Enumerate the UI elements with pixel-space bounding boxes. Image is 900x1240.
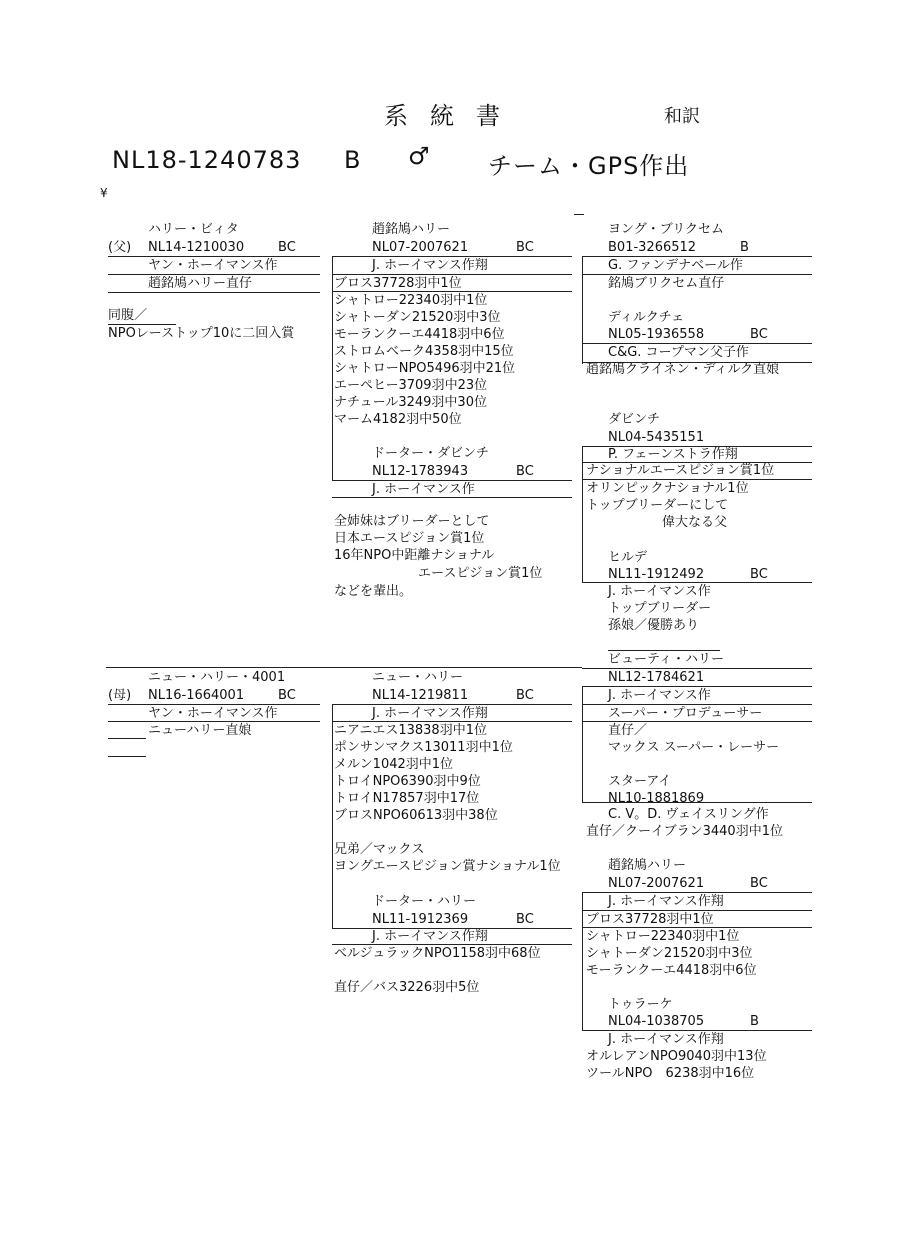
- sds-note: ナショナルエースピジョン賞1位: [586, 463, 775, 478]
- ss-result: シャトーダン21520羽中3位: [334, 310, 501, 325]
- dam-label: (母): [108, 688, 132, 703]
- sss-color: B: [740, 240, 749, 255]
- sdd-breeder: J. ホーイマンス作: [608, 584, 711, 599]
- ss-result: ナチュール3249羽中30位: [334, 395, 487, 410]
- yen-mark: ¥: [100, 186, 108, 200]
- ss-result: マーム4182羽中50位: [334, 412, 462, 427]
- dd-breeder: J. ホーイマンス作翔: [372, 929, 488, 944]
- ddd-color: B: [750, 1014, 759, 1029]
- sss-name: ヨング・ブリクセム: [608, 222, 724, 237]
- ss-name: 趙銘鳩ハリー: [372, 222, 451, 237]
- dsd-ring: NL10-1881869: [608, 791, 705, 806]
- ss-color: BC: [516, 240, 534, 255]
- dd-ring: NL11-1912369: [372, 912, 469, 927]
- sss-note: 銘鳩ブリクセム直仔: [608, 276, 725, 291]
- sd-note: などを輩出。: [334, 584, 413, 599]
- dd-name: ドーター・ハリー: [372, 894, 477, 909]
- dds-result: シャトロー22340羽中1位: [586, 929, 740, 944]
- dam-note: ニューハリー直娘: [148, 723, 252, 738]
- sd-note: 日本エースピジョン賞1位: [334, 531, 485, 546]
- ssd-ring: NL05-1936558: [608, 327, 705, 342]
- sds-ring: NL04-5435151: [608, 430, 705, 445]
- dds-breeder: J. ホーイマンス作翔: [608, 894, 724, 909]
- sire-color: BC: [278, 240, 296, 255]
- ss-result: シャトロー22340羽中1位: [334, 293, 488, 308]
- ssd-note: 趙銘鳩クライネン・ディルク直娘: [586, 362, 780, 377]
- dd-note: 直仔／バス3226羽中5位: [334, 980, 480, 995]
- dsd-note: 直仔／クーイブラン3440羽中1位: [586, 824, 783, 839]
- ssd-color: BC: [750, 327, 768, 342]
- sdd-note: トップブリーダー: [608, 601, 712, 616]
- dds-color: BC: [750, 876, 768, 891]
- document-title: 系統書: [384, 102, 522, 130]
- sire-label: (父): [108, 240, 132, 255]
- dd-result: ベルジュラックNPO1158羽中68位: [334, 946, 541, 961]
- dss-note: 直仔／: [608, 723, 648, 738]
- ds-result: トロイNPO6390羽中9位: [334, 774, 481, 789]
- dsd-name: スターアイ: [608, 774, 672, 789]
- sds-note: トップブリーダーにして: [586, 498, 729, 513]
- sds-note: オリンピックナショナル1位: [586, 481, 749, 496]
- ddd-ring: NL04-1038705: [608, 1014, 705, 1029]
- ssd-breeder: C&G. コープマン父子作: [608, 345, 749, 360]
- dss-ring: NL12-1784621: [608, 670, 705, 685]
- sdd-note: 孫娘／優勝あり: [608, 618, 700, 633]
- dam-color: BC: [278, 688, 296, 703]
- dds-result: シャトーダン21520羽中3位: [586, 946, 753, 961]
- dsd-breeder: C. V。D. ヴェイスリング作: [608, 807, 769, 822]
- sire-achievement: NPOレーストップ10に二回入賞: [108, 326, 295, 341]
- breeder-loft: チーム・GPS作出: [488, 152, 690, 180]
- ds-result: トロイN17857羽中17位: [334, 791, 480, 806]
- dss-name: ビューティ・ハリー: [608, 652, 724, 667]
- ds-note: ヨングエースピジョン賞ナショナル1位: [334, 859, 561, 874]
- pigeon-ring-number: NL18-1240783: [112, 146, 302, 174]
- ds-note: 兄弟／マックス: [334, 842, 425, 857]
- sd-name: ドーター・ダビンチ: [372, 446, 490, 461]
- ddd-name: トゥラーケ: [608, 997, 673, 1012]
- sd-note: 全姉妹はブリーダーとして: [334, 514, 490, 529]
- dss-breeder: J. ホーイマンス作: [608, 688, 711, 703]
- sdd-ring: NL11-1912492: [608, 567, 705, 582]
- sd-breeder: J. ホーイマンス作: [372, 482, 475, 497]
- ds-ring: NL14-1219811: [372, 688, 469, 703]
- ds-name: ニュー・ハリー: [372, 670, 464, 685]
- sd-note: エースピジョン賞1位: [418, 566, 543, 581]
- ds-result: メルン1042羽中1位: [334, 757, 454, 772]
- ss-result: シャトローNPO5496羽中21位: [334, 361, 516, 376]
- dam-name: ニュー・ハリー・4001: [148, 670, 286, 685]
- sire-note: 趙銘鳩ハリー直仔: [148, 276, 253, 291]
- ss-ring: NL07-2007621: [372, 240, 469, 255]
- dds-result: ブロス37728羽中1位: [586, 912, 714, 927]
- sdd-name: ヒルデ: [608, 550, 648, 565]
- dds-result: モーランクーエ4418羽中6位: [586, 963, 757, 978]
- ds-breeder: J. ホーイマンス作翔: [372, 706, 488, 721]
- sss-breeder: G. ファンデナベール作: [608, 258, 743, 273]
- sds-name: ダビンチ: [608, 412, 661, 427]
- ss-breeder: J. ホーイマンス作翔: [372, 258, 488, 273]
- ssd-name: ディルクチェ: [608, 310, 685, 325]
- dam-ring: NL16-1664001: [148, 688, 245, 703]
- ss-result: モーランクーエ4418羽中6位: [334, 327, 505, 342]
- sire-name: ハリー・ビィタ: [148, 222, 239, 237]
- dds-name: 趙銘鳩ハリー: [608, 858, 687, 873]
- ds-result: ニアニエス13838羽中1位: [334, 723, 487, 738]
- dds-ring: NL07-2007621: [608, 876, 705, 891]
- dd-color: BC: [516, 912, 534, 927]
- ds-result: ポンサンマクス13011羽中1位: [334, 740, 513, 755]
- sds-breeder: P. フェーンストラ作翔: [608, 447, 738, 462]
- sdd-color: BC: [750, 567, 768, 582]
- sire-ring: NL14-1210030: [148, 240, 245, 255]
- sd-note: 16年NPO中距離ナショナル: [334, 548, 495, 563]
- ss-result: ストロムベーク4358羽中15位: [334, 344, 514, 359]
- sire-sibling-note: 同腹／: [108, 308, 148, 323]
- dam-breeder: ヤン・ホーイマンス作: [148, 706, 278, 721]
- sd-ring: NL12-1783943: [372, 464, 469, 479]
- dss-note: スーパー・プロデューサー: [608, 706, 763, 721]
- ddd-result: オルレアンNPO9040羽中13位: [586, 1049, 767, 1064]
- ddd-result: ツールNPO 6238羽中16位: [586, 1066, 755, 1081]
- ddd-breeder: J. ホーイマンス作翔: [608, 1032, 724, 1047]
- pigeon-color: B: [344, 146, 362, 174]
- sds-note: 偉大なる父: [662, 515, 728, 530]
- ds-color: BC: [516, 688, 534, 703]
- sire-breeder: ヤン・ホーイマンス作: [148, 258, 278, 273]
- sex-symbol: ♂: [408, 142, 431, 170]
- ds-result: ブロスNPO60613羽中38位: [334, 808, 498, 823]
- sd-color: BC: [516, 464, 534, 479]
- ss-result: エーペヒー3709羽中23位: [334, 378, 488, 393]
- sss-ring: B01-3266512: [608, 240, 697, 255]
- ss-result: ブロス37728羽中1位: [334, 276, 462, 291]
- title-translation-note: 和訳: [664, 106, 700, 127]
- dss-note: マックス スーパー・レーサー: [608, 740, 780, 755]
